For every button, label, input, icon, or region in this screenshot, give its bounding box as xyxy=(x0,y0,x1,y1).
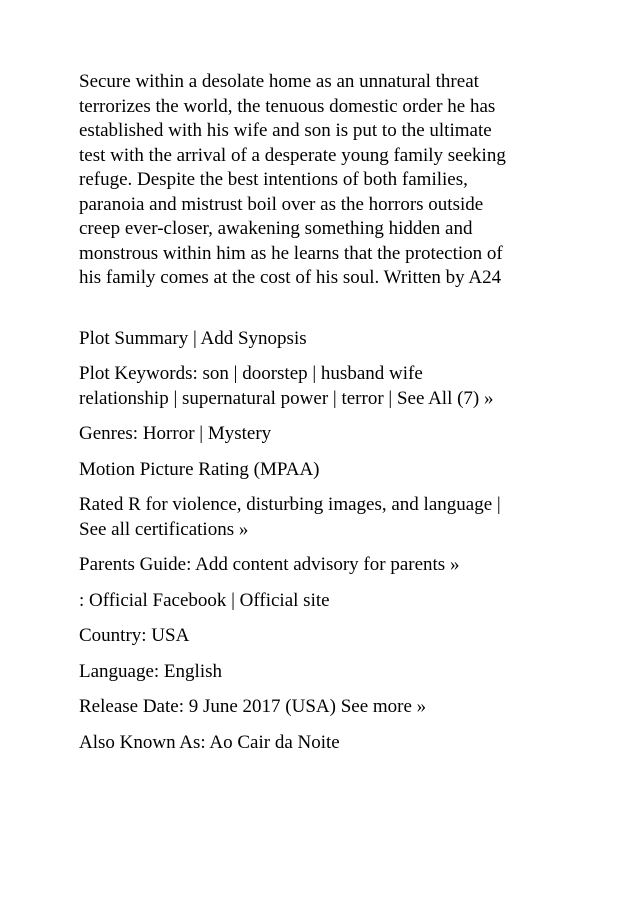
release-date-text: Release Date: 9 June 2017 (USA) See more » xyxy=(79,696,427,717)
language-text: Language: English xyxy=(79,660,222,682)
genres-text: Genres: Horror | Mystery xyxy=(79,423,272,444)
country-text: Country: USA xyxy=(79,625,190,646)
aka-text: Also Known As: Ao Cair da Noite xyxy=(79,731,340,753)
synopsis-line: his family comes at the cost of his soul. Written by A24 xyxy=(79,267,502,288)
plot-keywords-line xyxy=(79,362,579,411)
synopsis-line: Secure within a desolate home as an unnatural threat xyxy=(79,71,479,92)
synopsis-line: test with the arrival of a desperate young family seeking xyxy=(79,144,506,166)
language-line xyxy=(79,660,579,685)
synopsis-line: paranoia and mistrust boil over as the horrors outside xyxy=(79,193,484,215)
parents-guide-text: Parents Guide: Add content advisory for parents » xyxy=(79,554,460,575)
document-page xyxy=(79,70,579,766)
plot-keywords-text: Plot Keywords: son | doorstep | husband wife xyxy=(79,363,423,384)
plot-summary-text: Plot Summary | Add Synopsis xyxy=(79,327,307,349)
plot-summary-line xyxy=(79,327,579,352)
synopsis-line: monstrous within him as he learns that the protection of xyxy=(79,242,503,264)
official-sites-text: : Official Facebook | Official site xyxy=(79,589,330,611)
genres-line xyxy=(79,422,579,447)
rating-text: See all certifications » xyxy=(79,518,249,540)
release-date-line xyxy=(79,695,579,720)
synopsis-line: established with his wife and son is put to the ultimate xyxy=(79,120,492,141)
rating-heading-text: Motion Picture Rating (MPAA) xyxy=(79,458,320,480)
official-sites-line xyxy=(79,589,579,614)
rating-line xyxy=(79,493,579,542)
synopsis-paragraph xyxy=(79,70,579,291)
aka-line xyxy=(79,731,579,756)
synopsis-line: terrorizes the world, the tenuous domestic order he has xyxy=(79,95,496,117)
rating-text: Rated R for violence, disturbing images, and language | xyxy=(79,494,501,515)
rating-heading-line xyxy=(79,458,579,483)
synopsis-line: refuge. Despite the best intentions of both families, xyxy=(79,169,468,190)
synopsis-line: creep ever-closer, awakening something hidden and xyxy=(79,218,473,239)
parents-guide-line xyxy=(79,553,579,578)
plot-keywords-text: relationship | supernatural power | terror | See All (7) » xyxy=(79,387,494,409)
country-line xyxy=(79,624,579,649)
